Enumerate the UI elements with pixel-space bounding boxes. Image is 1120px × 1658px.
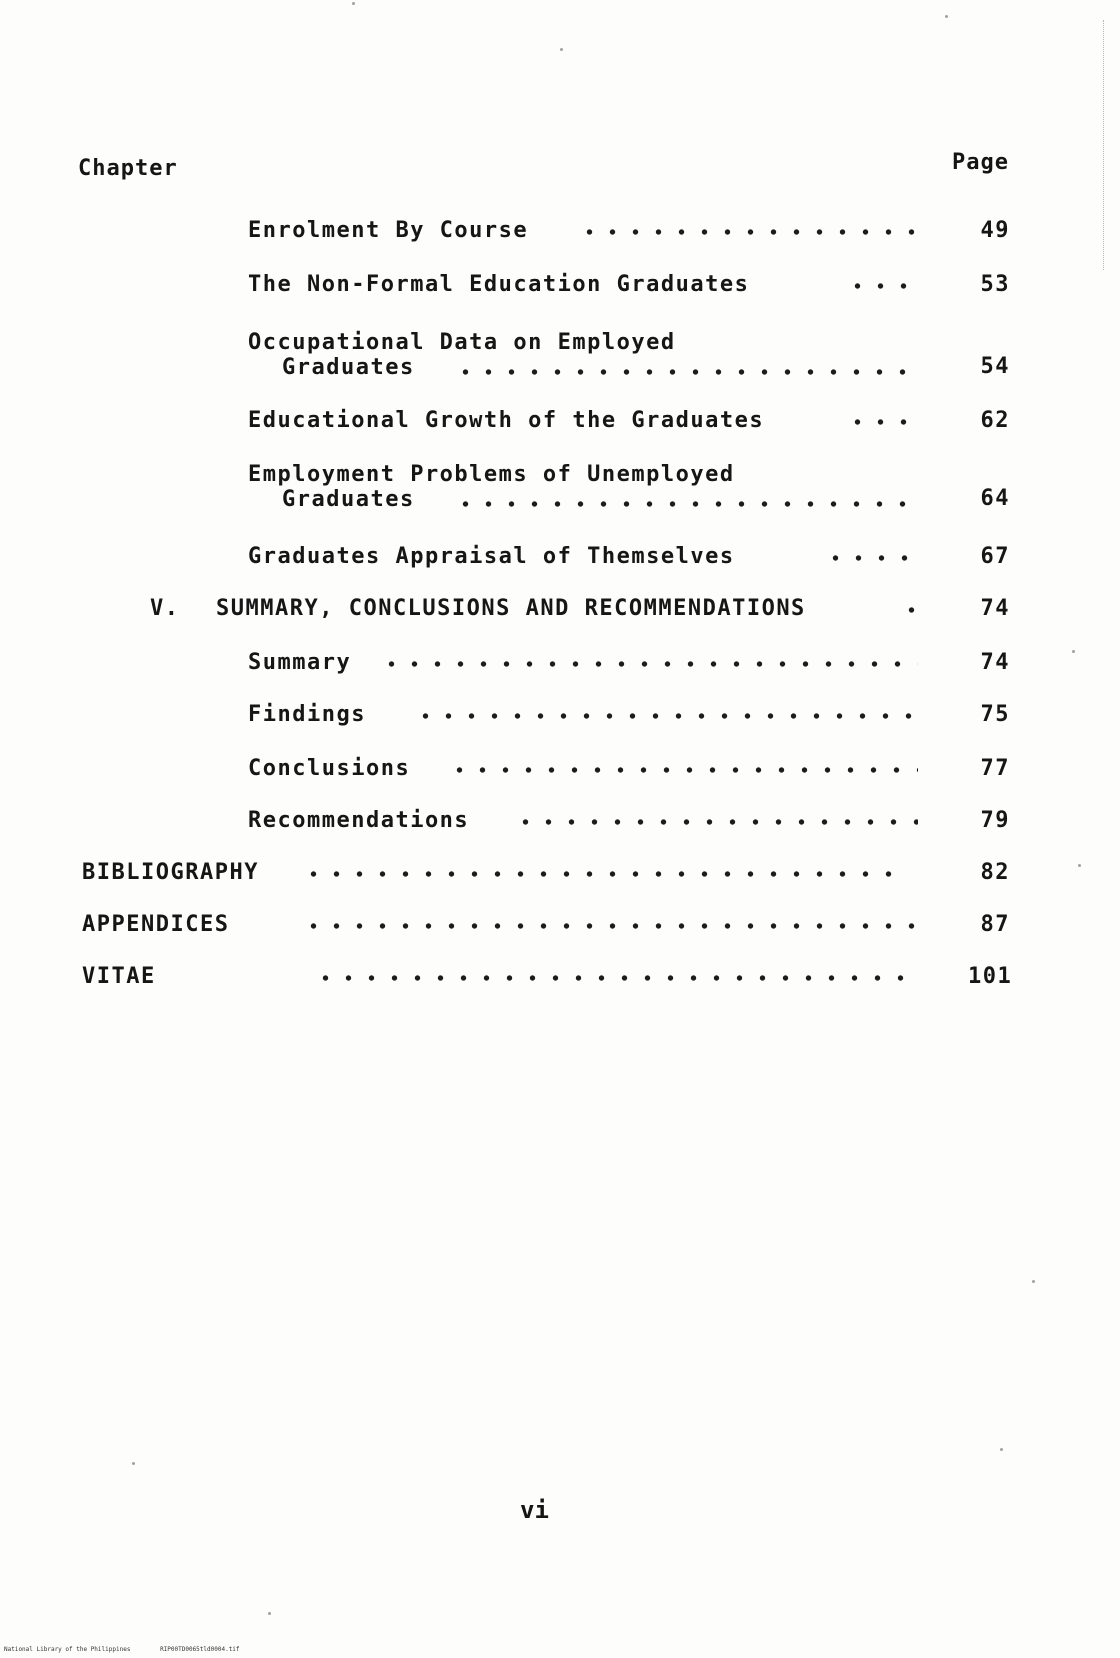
toc-entry-page: 64 xyxy=(980,486,1010,511)
toc-entry-title: SUMMARY, CONCLUSIONS AND RECOMMENDATIONS xyxy=(216,596,806,621)
toc-entry-title: Enrolment By Course xyxy=(248,218,529,243)
toc-entry-page: 74 xyxy=(980,596,1010,621)
toc-entry xyxy=(0,650,1120,682)
toc-entry-page: 77 xyxy=(980,756,1010,781)
toc-entry xyxy=(0,544,1120,576)
scan-speck xyxy=(1032,1280,1035,1283)
toc-entry xyxy=(0,218,1120,250)
toc-entry xyxy=(0,756,1120,788)
toc-entry-title: Recommendations xyxy=(248,808,470,833)
toc-entry-title: Graduates Appraisal of Themselves xyxy=(248,544,735,569)
toc-entry-title: Educational Growth of the Graduates xyxy=(248,408,765,433)
toc-entry-page: 49 xyxy=(980,218,1010,243)
toc-entry xyxy=(0,964,1120,996)
toc-entry xyxy=(0,808,1120,840)
toc-entry xyxy=(0,596,1120,628)
scan-speck xyxy=(352,2,355,5)
dot-leader xyxy=(380,660,918,668)
toc-entry-chapter-number: V. xyxy=(150,596,180,621)
toc-entry-title-line1: Occupational Data on Employed xyxy=(248,330,676,355)
toc-entry xyxy=(0,860,1120,892)
dot-leader xyxy=(302,870,906,878)
toc-entry-page: 79 xyxy=(980,808,1010,833)
toc-entry-title: VITAE xyxy=(82,964,156,989)
dot-leader xyxy=(414,712,918,720)
dot-leader xyxy=(824,554,918,562)
scan-speck xyxy=(560,48,563,51)
toc-entry xyxy=(0,462,1120,518)
dot-leader xyxy=(314,974,918,982)
toc-entry xyxy=(0,912,1120,944)
toc-entry-title: The Non-Formal Education Graduates xyxy=(248,272,750,297)
toc-entry-page: 53 xyxy=(980,272,1010,297)
dot-leader xyxy=(578,228,918,236)
dot-leader xyxy=(454,500,918,508)
dot-leader xyxy=(454,368,918,376)
toc-entry-title: Summary xyxy=(248,650,352,675)
chapter-column-heading: Chapter xyxy=(78,156,178,181)
scan-speck xyxy=(945,15,948,18)
dot-leader xyxy=(900,606,918,614)
toc-entry-page: 82 xyxy=(980,860,1010,885)
page-column-heading: Page xyxy=(952,150,1009,175)
scan-footer-library: National Library of the Philippines xyxy=(4,1646,131,1653)
scan-footer xyxy=(4,1646,240,1653)
toc-entry-page: 101 xyxy=(968,964,1013,989)
toc-entry-page: 67 xyxy=(980,544,1010,569)
scan-speck xyxy=(268,1612,271,1615)
toc-entry xyxy=(0,408,1120,440)
toc-entry-title: APPENDICES xyxy=(82,912,230,937)
scan-speck xyxy=(132,1462,135,1465)
toc-entry xyxy=(0,702,1120,734)
dot-leader xyxy=(514,818,918,826)
toc-entry xyxy=(0,272,1120,304)
page-number: vi xyxy=(520,1496,549,1524)
toc-entry-title: BIBLIOGRAPHY xyxy=(82,860,259,885)
dot-leader xyxy=(846,282,918,290)
dot-leader xyxy=(448,766,918,774)
dot-leader xyxy=(846,418,918,426)
toc-entry-page: 75 xyxy=(980,702,1010,727)
toc-entry-title-line2: Graduates xyxy=(282,487,415,512)
toc-entry-page: 54 xyxy=(980,354,1010,379)
scan-speck xyxy=(1000,1448,1003,1451)
toc-entry-page: 74 xyxy=(980,650,1010,675)
toc-entry-page: 87 xyxy=(980,912,1010,937)
dot-leader xyxy=(302,922,918,930)
toc-entry-title: Findings xyxy=(248,702,366,727)
toc-entry-title: Conclusions xyxy=(248,756,411,781)
toc-entry-title-line1: Employment Problems of Unemployed xyxy=(248,462,735,487)
toc-entry-page: 62 xyxy=(980,408,1010,433)
scan-footer-file: RIP00TD0065tld0004.tif xyxy=(160,1646,240,1653)
toc-entry-title-line2: Graduates xyxy=(282,355,415,380)
toc-entry xyxy=(0,330,1120,386)
